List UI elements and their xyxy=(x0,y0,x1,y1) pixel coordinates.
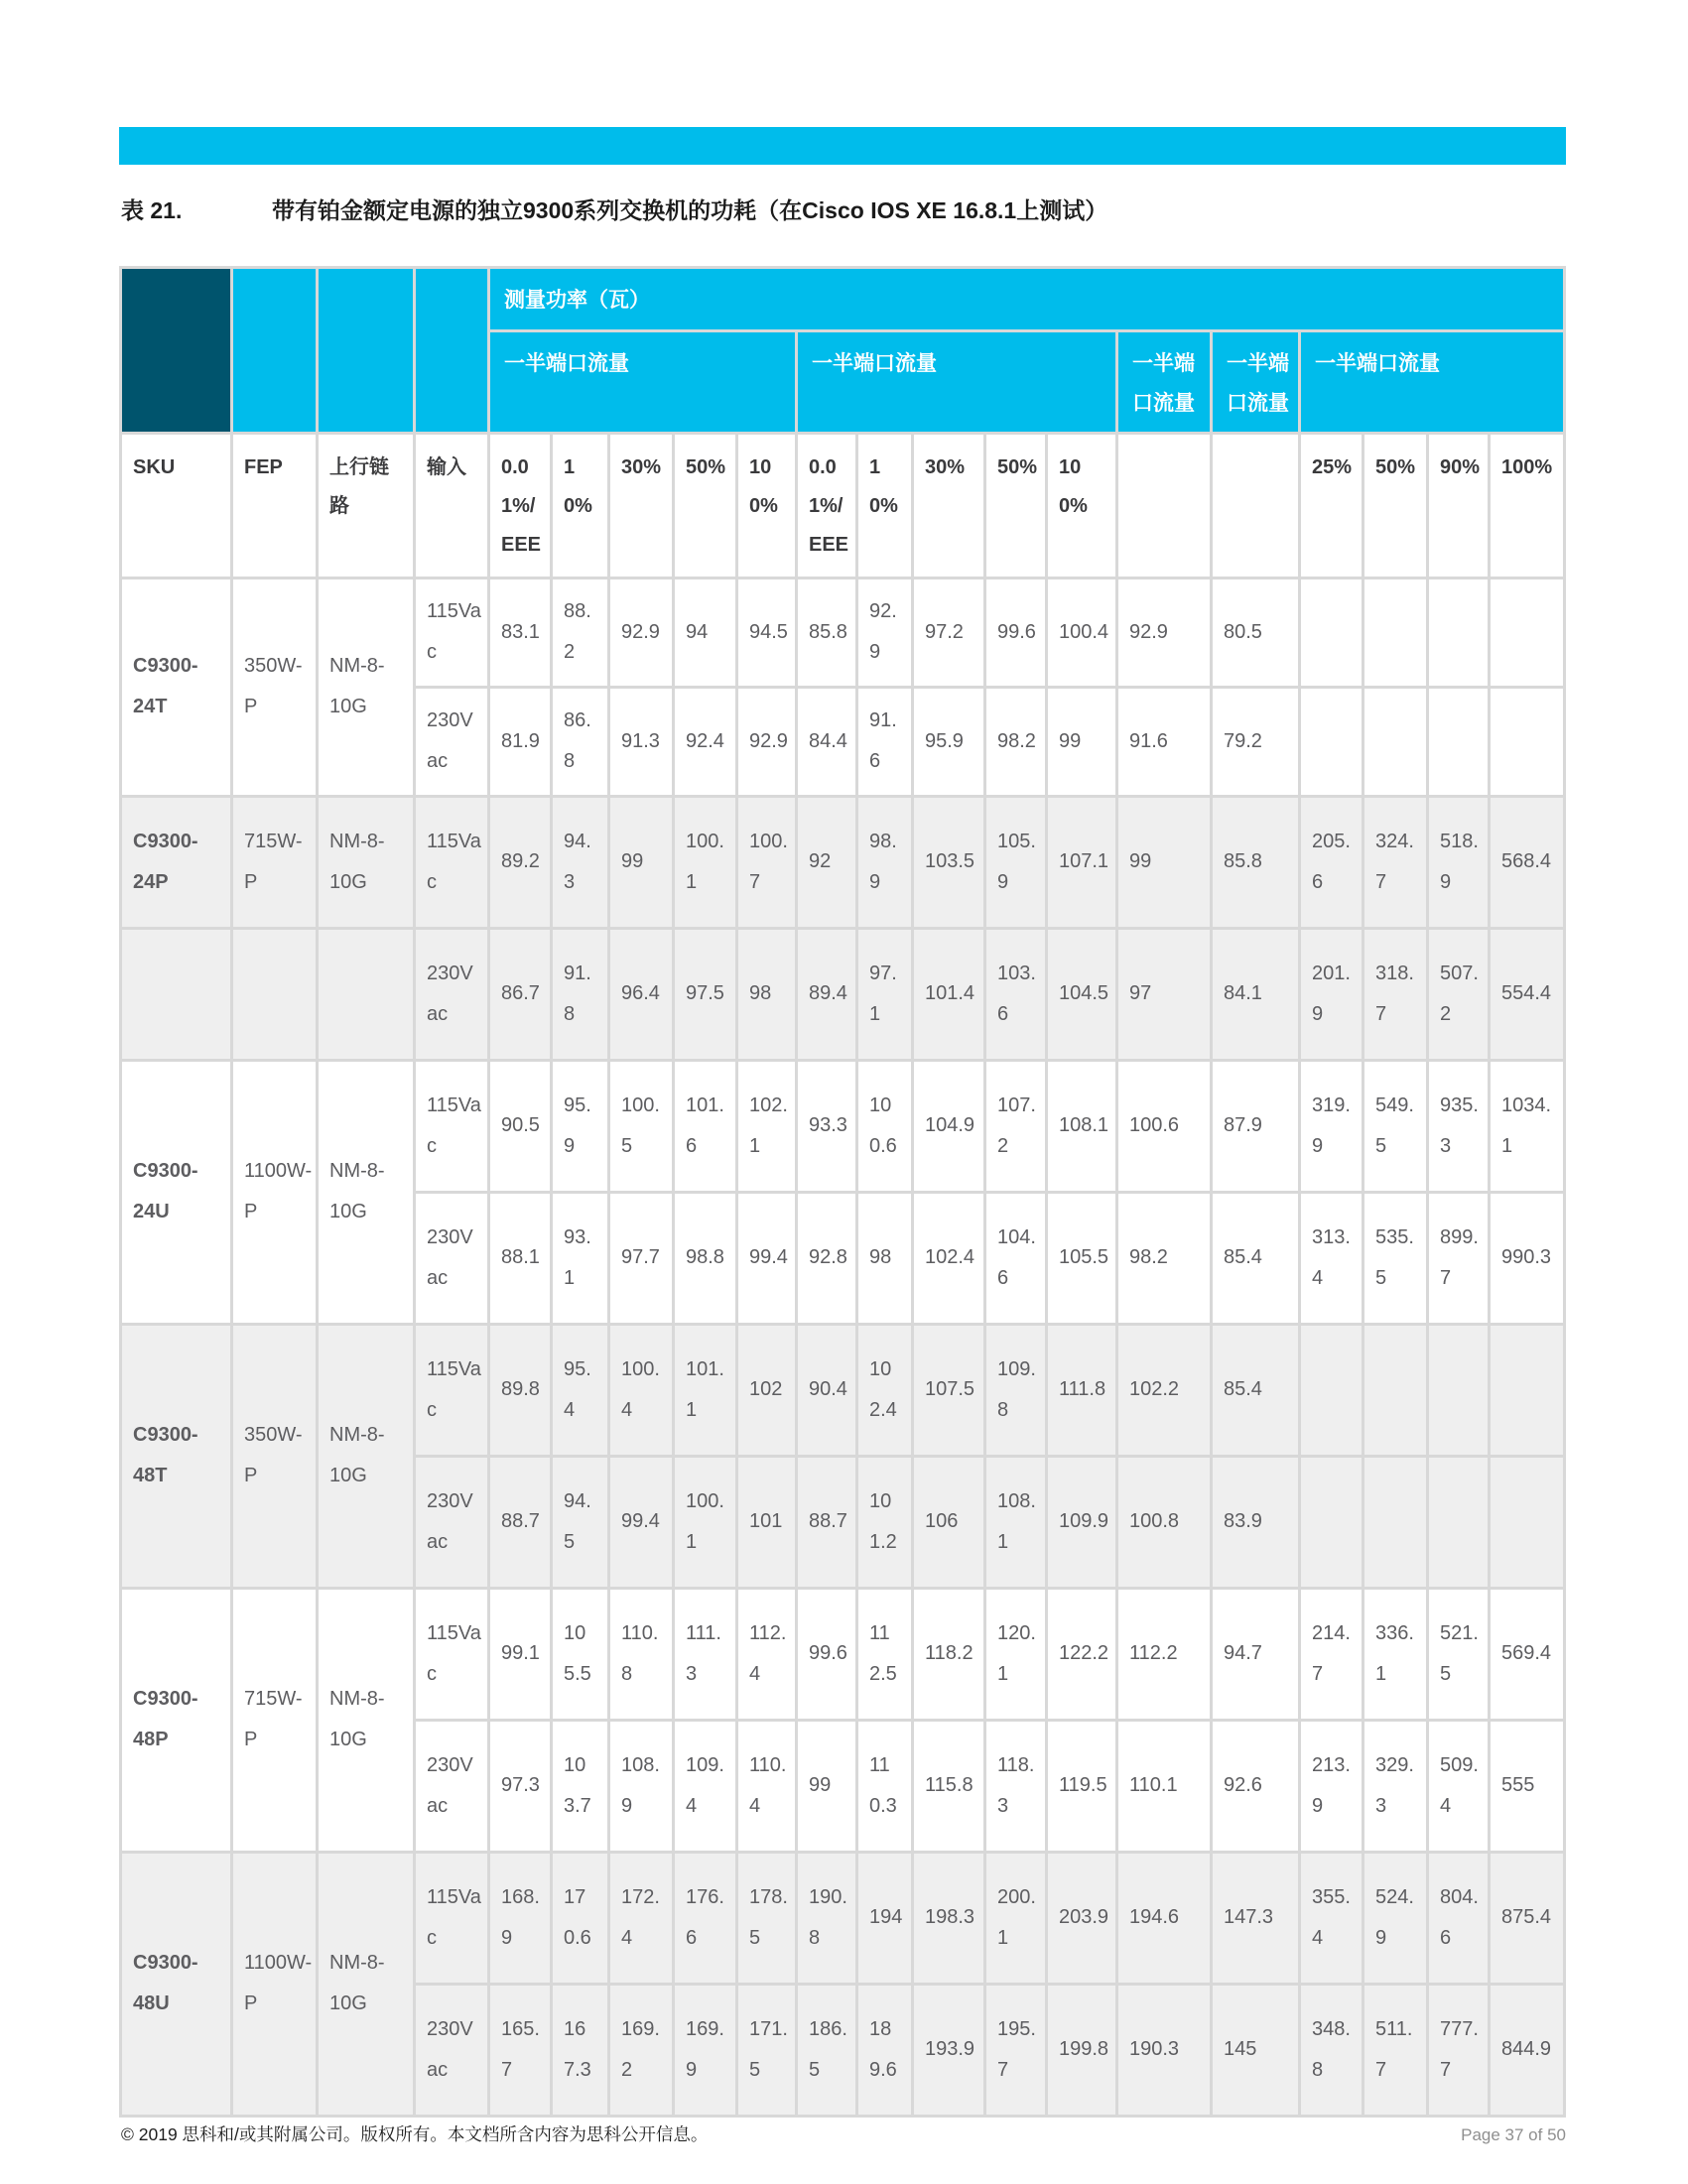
value-cell: 568.4 xyxy=(1490,796,1565,928)
value-cell: 103.5 xyxy=(913,796,985,928)
value-cell: 98.2 xyxy=(985,687,1047,796)
fep-cell-empty xyxy=(232,928,318,1060)
uplink-cell: NM-8-10G xyxy=(318,1588,415,1852)
value-cell: 319.9 xyxy=(1300,1060,1363,1192)
value-cell: 87.9 xyxy=(1212,1060,1300,1192)
fep-cell: 715W-P xyxy=(232,796,318,928)
value-cell: 93.1 xyxy=(552,1192,609,1324)
value-cell: 88.2 xyxy=(552,578,609,687)
value-cell: 110.3 xyxy=(857,1720,913,1852)
column-label-load: 10% xyxy=(857,433,913,578)
value-cell: 99 xyxy=(1047,687,1117,796)
value-cell: 214.7 xyxy=(1300,1588,1363,1720)
value-cell: 97.1 xyxy=(857,928,913,1060)
value-cell: 99.6 xyxy=(985,578,1047,687)
value-cell: 92.4 xyxy=(674,687,737,796)
value-cell: 92.9 xyxy=(737,687,797,796)
value-cell: 84.1 xyxy=(1212,928,1300,1060)
value-cell: 549.5 xyxy=(1363,1060,1428,1192)
value-cell: 555 xyxy=(1490,1720,1565,1852)
value-cell: 569.4 xyxy=(1490,1588,1565,1720)
value-cell: 98 xyxy=(857,1192,913,1324)
input-cell: 115Vac xyxy=(415,1588,489,1720)
value-cell: 169.2 xyxy=(609,1984,674,2116)
value-cell: 97 xyxy=(1117,928,1212,1060)
value-cell: 94.5 xyxy=(737,578,797,687)
value-cell: 194 xyxy=(857,1852,913,1984)
value-cell: 203.9 xyxy=(1047,1852,1117,1984)
value-cell: 168.9 xyxy=(489,1852,552,1984)
value-cell: 104.5 xyxy=(1047,928,1117,1060)
value-cell: 97.7 xyxy=(609,1192,674,1324)
value-cell: 85.8 xyxy=(1212,796,1300,928)
value-cell: 108.9 xyxy=(609,1720,674,1852)
value-cell: 105.9 xyxy=(985,796,1047,928)
value-cell: 101.6 xyxy=(674,1060,737,1192)
sku-cell-empty xyxy=(121,928,232,1060)
value-cell: 86.7 xyxy=(489,928,552,1060)
value-cell: 100.4 xyxy=(1047,578,1117,687)
value-cell: 189.6 xyxy=(857,1984,913,2116)
value-cell-empty xyxy=(1363,1324,1428,1456)
column-label-load: 50% xyxy=(985,433,1047,578)
value-cell: 509.4 xyxy=(1428,1720,1490,1852)
value-cell: 105.5 xyxy=(1047,1192,1117,1324)
value-cell: 109.4 xyxy=(674,1720,737,1852)
value-cell: 111.8 xyxy=(1047,1324,1117,1456)
value-cell: 102.1 xyxy=(737,1060,797,1192)
value-cell-empty xyxy=(1490,578,1565,687)
value-cell: 899.7 xyxy=(1428,1192,1490,1324)
value-cell: 94.3 xyxy=(552,796,609,928)
column-label-load: 90% xyxy=(1428,433,1490,578)
value-cell: 97.3 xyxy=(489,1720,552,1852)
value-cell: 324.7 xyxy=(1363,796,1428,928)
value-cell: 198.3 xyxy=(913,1852,985,1984)
value-cell: 79.2 xyxy=(1212,687,1300,796)
value-cell: 110.1 xyxy=(1117,1720,1212,1852)
value-cell: 92 xyxy=(797,796,857,928)
value-cell: 109.9 xyxy=(1047,1456,1117,1588)
traffic-group-header-4: 一半端口流量 xyxy=(1212,331,1300,434)
measured-power-header: 测量功率（瓦） xyxy=(489,268,1565,331)
power-consumption-table xyxy=(119,266,1566,2118)
value-cell: 108.1 xyxy=(1047,1060,1117,1192)
value-cell: 90.4 xyxy=(797,1324,857,1456)
value-cell-empty xyxy=(1428,578,1490,687)
sku-cell: C9300-48P xyxy=(121,1588,232,1852)
value-cell: 81.9 xyxy=(489,687,552,796)
value-cell: 110.8 xyxy=(609,1588,674,1720)
value-cell: 165.7 xyxy=(489,1984,552,2116)
value-cell: 92.9 xyxy=(1117,578,1212,687)
value-cell: 111.3 xyxy=(674,1588,737,1720)
value-cell: 167.3 xyxy=(552,1984,609,2116)
value-cell: 190.3 xyxy=(1117,1984,1212,2116)
value-cell: 105.5 xyxy=(552,1588,609,1720)
table-header xyxy=(121,268,1565,578)
input-cell: 230Vac xyxy=(415,1456,489,1588)
sku-cell: C9300-24P xyxy=(121,796,232,928)
value-cell: 95.9 xyxy=(552,1060,609,1192)
value-cell: 875.4 xyxy=(1490,1852,1565,1984)
value-cell: 98.8 xyxy=(674,1192,737,1324)
value-cell: 100.8 xyxy=(1117,1456,1212,1588)
value-cell: 101.2 xyxy=(857,1456,913,1588)
column-label-load: 100% xyxy=(1490,433,1565,578)
value-cell: 91.6 xyxy=(1117,687,1212,796)
value-cell: 92.9 xyxy=(609,578,674,687)
value-cell-empty xyxy=(1363,687,1428,796)
value-cell-empty xyxy=(1300,1456,1363,1588)
value-cell-empty xyxy=(1300,578,1363,687)
value-cell: 92.8 xyxy=(797,1192,857,1324)
value-cell: 199.8 xyxy=(1047,1984,1117,2116)
sku-cell: C9300-48T xyxy=(121,1324,232,1588)
value-cell: 194.6 xyxy=(1117,1852,1212,1984)
fep-cell: 1100W-P xyxy=(232,1060,318,1324)
value-cell: 195.7 xyxy=(985,1984,1047,2116)
column-label-empty xyxy=(1212,433,1300,578)
value-cell: 101.1 xyxy=(674,1324,737,1456)
value-cell: 935.3 xyxy=(1428,1060,1490,1192)
value-cell-empty xyxy=(1428,1324,1490,1456)
value-cell: 103.6 xyxy=(985,928,1047,1060)
value-cell: 112.5 xyxy=(857,1588,913,1720)
fep-cell: 350W-P xyxy=(232,578,318,796)
value-cell: 511.7 xyxy=(1363,1984,1428,2116)
value-cell: 176.6 xyxy=(674,1852,737,1984)
value-cell: 170.6 xyxy=(552,1852,609,1984)
value-cell: 83.1 xyxy=(489,578,552,687)
value-cell: 521.5 xyxy=(1428,1588,1490,1720)
band-cell-fep xyxy=(232,268,318,434)
uplink-cell: NM-8-10G xyxy=(318,1852,415,2116)
top-accent-bar xyxy=(119,127,1566,165)
uplink-cell: NM-8-10G xyxy=(318,1060,415,1324)
input-cell: 115Vac xyxy=(415,578,489,687)
value-cell: 100.1 xyxy=(674,796,737,928)
value-cell: 98.9 xyxy=(857,796,913,928)
value-cell: 313.4 xyxy=(1300,1192,1363,1324)
value-cell: 205.6 xyxy=(1300,796,1363,928)
value-cell: 109.8 xyxy=(985,1324,1047,1456)
value-cell: 99 xyxy=(1117,796,1212,928)
value-cell: 201.9 xyxy=(1300,928,1363,1060)
value-cell: 92.6 xyxy=(1212,1720,1300,1852)
uplink-cell: NM-8-10G xyxy=(318,796,415,928)
traffic-group-header-5: 一半端口流量 xyxy=(1300,331,1565,434)
value-cell: 99 xyxy=(797,1720,857,1852)
value-cell: 92.9 xyxy=(857,578,913,687)
value-cell: 104.6 xyxy=(985,1192,1047,1324)
value-cell-empty xyxy=(1428,687,1490,796)
value-cell: 193.9 xyxy=(913,1984,985,2116)
value-cell: 102.4 xyxy=(857,1324,913,1456)
column-label-load: 50% xyxy=(1363,433,1428,578)
value-cell: 84.4 xyxy=(797,687,857,796)
value-cell: 147.3 xyxy=(1212,1852,1300,1984)
band-cell-input xyxy=(415,268,489,434)
value-cell: 97.5 xyxy=(674,928,737,1060)
value-cell: 186.5 xyxy=(797,1984,857,2116)
value-cell: 348.8 xyxy=(1300,1984,1363,2116)
value-cell: 110.4 xyxy=(737,1720,797,1852)
value-cell: 120.1 xyxy=(985,1588,1047,1720)
value-cell: 89.8 xyxy=(489,1324,552,1456)
value-cell: 119.5 xyxy=(1047,1720,1117,1852)
table-number-label: 表 21. xyxy=(121,197,183,223)
value-cell: 107.1 xyxy=(1047,796,1117,928)
sku-cell: C9300-24U xyxy=(121,1060,232,1324)
value-cell: 145 xyxy=(1212,1984,1300,2116)
value-cell: 122.2 xyxy=(1047,1588,1117,1720)
value-cell: 98.2 xyxy=(1117,1192,1212,1324)
value-cell: 88.1 xyxy=(489,1192,552,1324)
value-cell: 554.4 xyxy=(1490,928,1565,1060)
copyright-text: © 2019 思科和/或其附属公司。版权所有。本文档所含内容为思科公开信息。 xyxy=(121,2124,709,2144)
uplink-cell: NM-8-10G xyxy=(318,1324,415,1588)
value-cell: 90.5 xyxy=(489,1060,552,1192)
value-cell: 102.4 xyxy=(913,1192,985,1324)
value-cell: 112.4 xyxy=(737,1588,797,1720)
value-cell: 102.2 xyxy=(1117,1324,1212,1456)
value-cell: 106 xyxy=(913,1456,985,1588)
value-cell: 96.4 xyxy=(609,928,674,1060)
input-cell: 115Vac xyxy=(415,1060,489,1192)
traffic-group-header-2: 一半端口流量 xyxy=(797,331,1117,434)
value-cell: 100.5 xyxy=(609,1060,674,1192)
input-cell: 230Vac xyxy=(415,1192,489,1324)
fep-cell: 1100W-P xyxy=(232,1852,318,2116)
input-cell: 230Vac xyxy=(415,1720,489,1852)
value-cell: 190.8 xyxy=(797,1852,857,1984)
column-label-sku: SKU xyxy=(121,433,232,578)
value-cell-empty xyxy=(1363,1456,1428,1588)
value-cell: 89.4 xyxy=(797,928,857,1060)
sku-cell: C9300-24T xyxy=(121,578,232,796)
column-label-load: 100% xyxy=(1047,433,1117,578)
corner-cell xyxy=(121,268,232,434)
value-cell: 171.5 xyxy=(737,1984,797,2116)
value-cell-empty xyxy=(1490,687,1565,796)
value-cell: 80.5 xyxy=(1212,578,1300,687)
input-cell: 230Vac xyxy=(415,928,489,1060)
value-cell: 88.7 xyxy=(489,1456,552,1588)
value-cell: 535.5 xyxy=(1363,1192,1428,1324)
value-cell: 524.9 xyxy=(1363,1852,1428,1984)
value-cell: 318.7 xyxy=(1363,928,1428,1060)
value-cell: 83.9 xyxy=(1212,1456,1300,1588)
input-cell: 230Vac xyxy=(415,1984,489,2116)
value-cell: 94.5 xyxy=(552,1456,609,1588)
traffic-group-header-3: 一半端口流量 xyxy=(1117,331,1212,434)
value-cell: 91.3 xyxy=(609,687,674,796)
fep-cell: 715W-P xyxy=(232,1588,318,1852)
uplink-cell-empty xyxy=(318,928,415,1060)
column-label-load: 25% xyxy=(1300,433,1363,578)
column-label-input: 输入 xyxy=(415,433,489,578)
value-cell: 100.6 xyxy=(857,1060,913,1192)
fep-cell: 350W-P xyxy=(232,1324,318,1588)
column-label-empty xyxy=(1117,433,1212,578)
column-label-load: 10% xyxy=(552,433,609,578)
column-label-fep: FEP xyxy=(232,433,318,578)
value-cell: 213.9 xyxy=(1300,1720,1363,1852)
value-cell: 178.5 xyxy=(737,1852,797,1984)
value-cell: 85.4 xyxy=(1212,1324,1300,1456)
uplink-cell: NM-8-10G xyxy=(318,578,415,796)
sku-cell: C9300-48U xyxy=(121,1852,232,2116)
value-cell: 777.7 xyxy=(1428,1984,1490,2116)
value-cell: 355.4 xyxy=(1300,1852,1363,1984)
column-label-uplink: 上行链路 xyxy=(318,433,415,578)
page-number: Page 37 of 50 xyxy=(1461,2125,1566,2144)
value-cell: 93.3 xyxy=(797,1060,857,1192)
value-cell: 100.4 xyxy=(609,1324,674,1456)
traffic-group-header-1: 一半端口流量 xyxy=(489,331,797,434)
value-cell: 102 xyxy=(737,1324,797,1456)
value-cell: 990.3 xyxy=(1490,1192,1565,1324)
value-cell: 108.1 xyxy=(985,1456,1047,1588)
value-cell: 97.2 xyxy=(913,578,985,687)
value-cell: 115.8 xyxy=(913,1720,985,1852)
value-cell-empty xyxy=(1363,578,1428,687)
value-cell: 100.6 xyxy=(1117,1060,1212,1192)
value-cell: 86.8 xyxy=(552,687,609,796)
value-cell: 99.4 xyxy=(609,1456,674,1588)
column-label-load: 30% xyxy=(913,433,985,578)
table-title-text: 带有铂金额定电源的独立9300系列交换机的功耗（在Cisco IOS XE 16.8.1上测试） xyxy=(272,197,1108,223)
value-cell-empty xyxy=(1300,687,1363,796)
value-cell: 85.4 xyxy=(1212,1192,1300,1324)
value-cell: 104.9 xyxy=(913,1060,985,1192)
page-footer xyxy=(121,2121,1566,2146)
value-cell: 336.1 xyxy=(1363,1588,1428,1720)
value-cell-empty xyxy=(1490,1456,1565,1588)
value-cell: 107.2 xyxy=(985,1060,1047,1192)
value-cell-empty xyxy=(1428,1456,1490,1588)
value-cell: 100.1 xyxy=(674,1456,737,1588)
value-cell: 101.4 xyxy=(913,928,985,1060)
value-cell: 118.2 xyxy=(913,1588,985,1720)
value-cell: 91.6 xyxy=(857,687,913,796)
value-cell: 844.9 xyxy=(1490,1984,1565,2116)
input-cell: 115Vac xyxy=(415,1852,489,1984)
column-label-load: 0.01%/EEE xyxy=(489,433,552,578)
value-cell: 99.1 xyxy=(489,1588,552,1720)
value-cell: 329.3 xyxy=(1363,1720,1428,1852)
value-cell: 107.5 xyxy=(913,1324,985,1456)
value-cell: 169.9 xyxy=(674,1984,737,2116)
value-cell: 518.9 xyxy=(1428,796,1490,928)
value-cell: 99.4 xyxy=(737,1192,797,1324)
input-cell: 115Vac xyxy=(415,796,489,928)
value-cell: 89.2 xyxy=(489,796,552,928)
value-cell-empty xyxy=(1490,1324,1565,1456)
table-title xyxy=(121,193,1580,225)
value-cell: 200.1 xyxy=(985,1852,1047,1984)
column-label-load: 100% xyxy=(737,433,797,578)
value-cell: 85.8 xyxy=(797,578,857,687)
input-cell: 115Vac xyxy=(415,1324,489,1456)
value-cell: 99.6 xyxy=(797,1588,857,1720)
value-cell: 507.2 xyxy=(1428,928,1490,1060)
value-cell: 1034.1 xyxy=(1490,1060,1565,1192)
value-cell: 804.6 xyxy=(1428,1852,1490,1984)
input-cell: 230Vac xyxy=(415,687,489,796)
value-cell: 172.4 xyxy=(609,1852,674,1984)
value-cell: 98 xyxy=(737,928,797,1060)
value-cell: 103.7 xyxy=(552,1720,609,1852)
column-label-load: 0.01%/EEE xyxy=(797,433,857,578)
band-cell-uplink xyxy=(318,268,415,434)
value-cell: 94 xyxy=(674,578,737,687)
value-cell: 95.9 xyxy=(913,687,985,796)
column-label-load: 30% xyxy=(609,433,674,578)
value-cell-empty xyxy=(1300,1324,1363,1456)
value-cell: 112.2 xyxy=(1117,1588,1212,1720)
value-cell: 91.8 xyxy=(552,928,609,1060)
value-cell: 101 xyxy=(737,1456,797,1588)
table-body xyxy=(121,578,1565,2116)
value-cell: 94.7 xyxy=(1212,1588,1300,1720)
value-cell: 88.7 xyxy=(797,1456,857,1588)
value-cell: 99 xyxy=(609,796,674,928)
value-cell: 95.4 xyxy=(552,1324,609,1456)
value-cell: 118.3 xyxy=(985,1720,1047,1852)
value-cell: 100.7 xyxy=(737,796,797,928)
column-label-load: 50% xyxy=(674,433,737,578)
